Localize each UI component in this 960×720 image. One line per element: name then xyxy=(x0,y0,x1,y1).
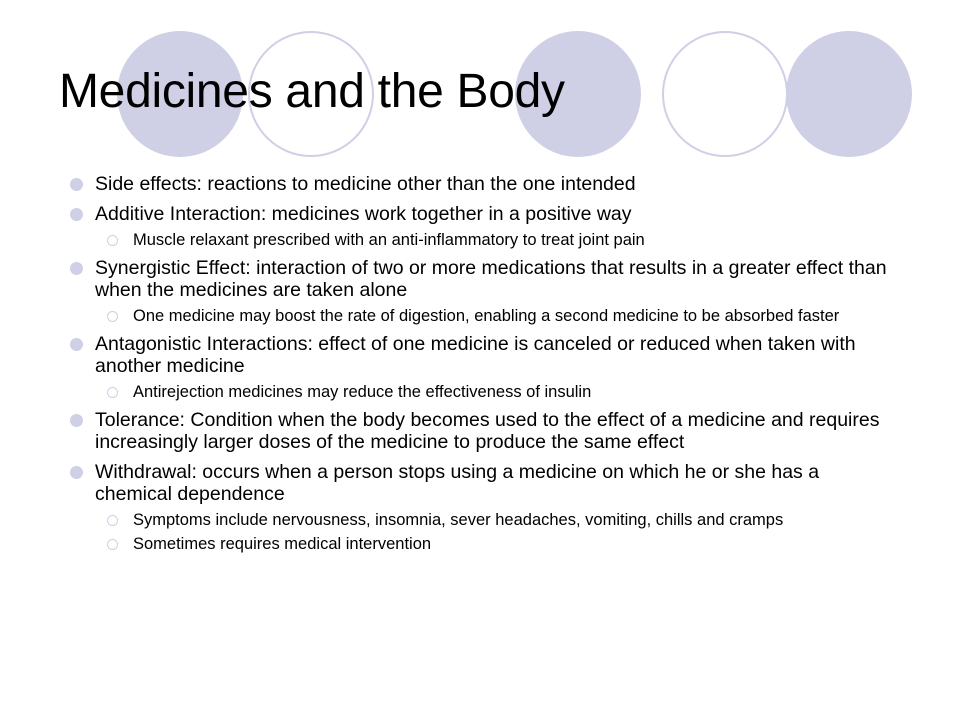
bullet-item xyxy=(70,461,890,553)
bullet-item xyxy=(70,257,890,325)
sub-bullet-item xyxy=(107,511,890,529)
bullet-item xyxy=(70,409,890,453)
sub-bullet-ring-icon xyxy=(107,235,118,246)
decorative-filled-circle xyxy=(786,31,912,157)
sub-bullet-item xyxy=(107,231,890,249)
bullet-dot-icon xyxy=(70,262,83,275)
bullet-list xyxy=(70,173,890,561)
sub-bullet-item xyxy=(107,535,890,553)
decorative-ring-circle xyxy=(662,31,788,157)
sub-bullet-list xyxy=(95,307,890,325)
slide-title: Medicines and the Body xyxy=(59,65,565,118)
sub-bullet-ring-icon xyxy=(107,515,118,526)
sub-bullet-text: Muscle relaxant prescribed with an anti-inflammatory to treat joint pain xyxy=(133,231,645,249)
sub-bullet-item xyxy=(107,383,890,401)
sub-bullet-ring-icon xyxy=(107,387,118,398)
bullet-dot-icon xyxy=(70,414,83,427)
bullet-dot-icon xyxy=(70,466,83,479)
sub-bullet-list xyxy=(95,511,890,553)
bullet-text: Antagonistic Interactions: effect of one medicine is canceled or reduced when taken with another medicine xyxy=(95,333,856,377)
sub-bullet-list xyxy=(95,383,890,401)
bullet-item xyxy=(70,203,890,249)
sub-bullet-ring-icon xyxy=(107,311,118,322)
sub-bullet-text: One medicine may boost the rate of digestion, enabling a second medicine to be absorbed faster xyxy=(133,307,840,325)
sub-bullet-text: Sometimes requires medical intervention xyxy=(133,535,432,553)
sub-bullet-list xyxy=(95,231,890,249)
sub-bullet-item xyxy=(107,307,890,325)
sub-bullet-ring-icon xyxy=(107,539,118,550)
bullet-item xyxy=(70,173,890,195)
sub-bullet-text: Antirejection medicines may reduce the effectiveness of insulin xyxy=(133,383,592,401)
bullet-dot-icon xyxy=(70,178,83,191)
bullet-text: Additive Interaction: medicines work together in a positive way xyxy=(95,203,632,225)
bullet-item xyxy=(70,333,890,401)
bullet-dot-icon xyxy=(70,208,83,221)
sub-bullet-text: Symptoms include nervousness, insomnia, sever headaches, vomiting, chills and cramps xyxy=(133,511,784,529)
bullet-text: Tolerance: Condition when the body becomes used to the effect of a medicine and requires increasingly larger doses of the medicine to produce the same effect xyxy=(95,409,880,453)
bullet-text: Synergistic Effect: interaction of two or more medications that results in a greater effect than when the medicines are taken alone xyxy=(95,257,887,301)
bullet-text: Side effects: reactions to medicine other than the one intended xyxy=(95,173,636,195)
bullet-dot-icon xyxy=(70,338,83,351)
bullet-text: Withdrawal: occurs when a person stops using a medicine on which he or she has a chemical dependence xyxy=(95,461,820,505)
